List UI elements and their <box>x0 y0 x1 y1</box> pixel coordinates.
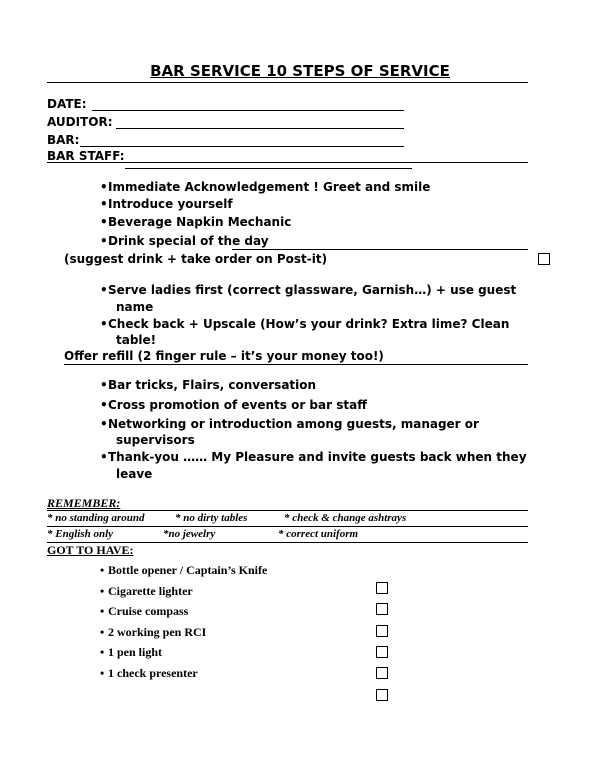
remember-rule-2 <box>47 526 528 527</box>
page-title: BAR SERVICE 10 STEPS OF SERVICE <box>150 62 450 80</box>
bar-staff-label: BAR STAFF: <box>47 149 125 163</box>
remember-item: * check & change ashtrays <box>284 512 407 524</box>
bullet-icon: • <box>100 234 108 248</box>
remember-item: * English only <box>47 528 114 540</box>
remember-item: * no standing around <box>47 512 145 524</box>
step-6-cont: table! <box>116 333 157 347</box>
step-9: •Networking or introduction among guests, manager or <box>100 417 479 431</box>
got-item-checkbox[interactable] <box>376 582 388 594</box>
step-6: •Check back + Upscale (How’s your drink? Extra lime? Clean <box>100 317 510 331</box>
step-5-cont: name <box>116 300 154 314</box>
got-item: • Cigarette lighter <box>100 584 193 598</box>
got-item: • 1 pen light <box>100 645 163 659</box>
step-10-cont: leave <box>116 467 153 481</box>
auditor-label: AUDITOR: <box>47 115 113 129</box>
step-2: •Introduce yourself <box>100 197 233 211</box>
bullet-icon: • <box>100 378 108 392</box>
date-field[interactable] <box>92 110 404 111</box>
step-1: •Immediate Acknowledgement ! Greet and smile <box>100 180 431 194</box>
step-8: •Cross promotion of events or bar staff <box>100 398 367 412</box>
group2-note: Offer refill (2 finger rule – it’s your money too!) <box>64 349 384 363</box>
got-item: • 2 working pen RCI <box>100 625 207 639</box>
bar-label: BAR: <box>47 133 80 147</box>
bullet-icon: • <box>100 625 105 639</box>
section-divider <box>125 168 412 169</box>
remember-rule-1 <box>47 510 528 511</box>
bullet-icon: • <box>100 317 108 331</box>
bullet-icon: • <box>100 645 105 659</box>
title-rule <box>47 82 528 83</box>
step-7: •Bar tricks, Flairs, conversation <box>100 378 317 392</box>
got-to-have-title: GOT TO HAVE: <box>47 543 134 557</box>
remember-item: * no dirty tables <box>175 512 248 524</box>
date-label: DATE: <box>47 97 87 111</box>
group1-rule <box>232 249 528 250</box>
bullet-icon: • <box>100 450 108 464</box>
step-9-cont: supervisors <box>116 433 195 447</box>
remember-title: REMEMBER: <box>47 496 121 510</box>
got-item-checkbox[interactable] <box>376 646 388 658</box>
got-item: • 1 check presenter <box>100 666 198 680</box>
bullet-icon: • <box>100 563 105 577</box>
got-item: • Cruise compass <box>100 604 189 618</box>
got-item-checkbox[interactable] <box>376 667 388 679</box>
step-3: •Beverage Napkin Mechanic <box>100 215 292 229</box>
got-item-checkbox[interactable] <box>376 625 388 637</box>
bullet-icon: • <box>100 197 108 211</box>
got-item-checkbox[interactable] <box>376 603 388 615</box>
bullet-icon: • <box>100 666 105 680</box>
bullet-icon: • <box>100 283 108 297</box>
bullet-icon: • <box>100 584 105 598</box>
auditor-field[interactable] <box>116 128 404 129</box>
got-item: • Bottle opener / Captain’s Knife <box>100 563 268 577</box>
bar-field[interactable] <box>80 146 404 147</box>
got-item-checkbox[interactable] <box>376 689 388 701</box>
bullet-icon: • <box>100 417 108 431</box>
bullet-icon: • <box>100 215 108 229</box>
remember-item: *no jewelry <box>163 528 216 540</box>
bar-staff-field[interactable] <box>47 162 528 163</box>
bullet-icon: • <box>100 604 105 618</box>
bullet-icon: • <box>100 398 108 412</box>
remember-item: * correct uniform <box>278 528 359 540</box>
bullet-icon: • <box>100 180 108 194</box>
step-5: •Serve ladies first (correct glassware, Garnish…) + use guest <box>100 283 517 297</box>
step-4: •Drink special of the day <box>100 234 269 248</box>
group1-note: (suggest drink + take order on Post-it) <box>64 252 328 266</box>
group1-checkbox[interactable] <box>538 253 550 265</box>
step-10: •Thank-you …… My Pleasure and invite guests back when they <box>100 450 527 464</box>
group2-rule <box>64 364 528 365</box>
